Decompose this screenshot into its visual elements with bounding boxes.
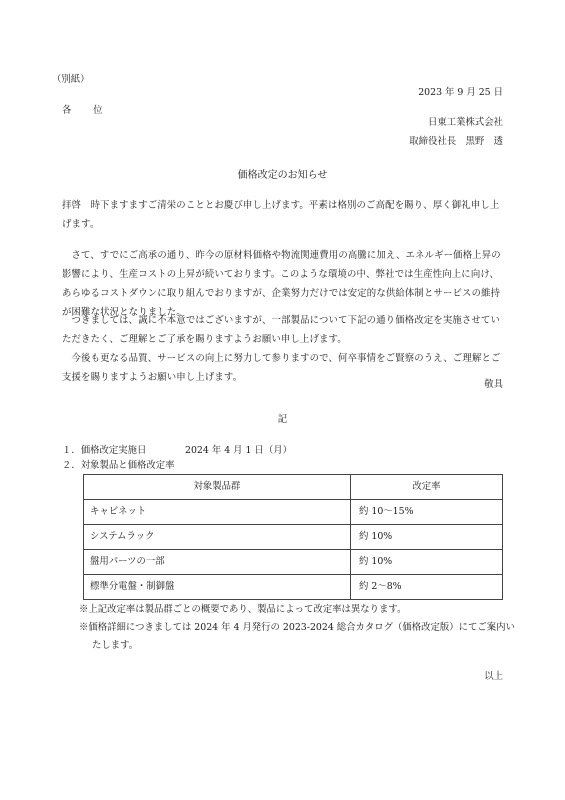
note-1: ※上記改定率は製品群ごとの概要であり、製品によって改定率は異なります。 — [79, 604, 407, 615]
table-row — [84, 525, 503, 550]
document-date: 2023 年 9 月 25 日 — [418, 87, 503, 98]
recipient-line: 各 位 — [62, 105, 104, 116]
note-2 — [79, 619, 515, 655]
table-cell-rate: 約 10% — [351, 525, 503, 550]
table-cell-product: キャビネット — [84, 500, 351, 525]
body-paragraph-2: つきましては、誠に不本意ではございますが、一部製品について下記の通り価格改定を実施させていただきたく、ご理解とご了承を賜りますようお願い申し上げます。 — [62, 315, 500, 345]
item-2-label: ２．対象製品と価格改定率 — [62, 460, 175, 471]
table-cell-product: 盤用パーツの一部 — [84, 550, 351, 575]
greeting-paragraph: 拝啓 時下ますますご清栄のこととお慶び申し上げます。平素は格別のご高配を賜り、厚く御礼申し上げます。 — [62, 200, 500, 230]
table-cell-rate: 約 10% — [351, 550, 503, 575]
table-header-row — [84, 475, 503, 500]
table-cell-rate: 約 10～15% — [351, 500, 503, 525]
table-cell-product: システムラック — [84, 525, 351, 550]
price-revision-table — [83, 474, 503, 600]
signer-name: 取締役社長 黒野 透 — [409, 136, 503, 147]
item-1-label: １．価格改定実施日 — [62, 445, 147, 456]
note-2-line-1: ※価格詳細につきましては 2024 年 4 月発行の 2023-2024 総合カタログ（価格改定版）にてご案内い — [79, 622, 515, 633]
body-paragraph-3: 今後も更なる品質、サービスの向上に努力して参りますので、何卒事情をご賢察のうえ、ご理解とご支援を賜りますようお願い申し上げます。 — [62, 353, 501, 383]
ki-heading: 記 — [277, 414, 288, 425]
table-row — [84, 550, 503, 575]
body-paragraph-1: さて、すでにご高承の通り、昨今の原材料価格や物流関連費用の高騰に加え、エネルギー価格上昇の影響により、生産コストの上昇が続いております。このような環境の中、弊社では生産性向上に向け、あらゆるコストダウンに取り組んでおりますが、企業努力だけでは安定的な供給体制とサービスの維持が困難な状況となりました。 — [62, 250, 501, 318]
item-1-value: 2024 年 4 月 1 日（月） — [185, 445, 292, 456]
table-cell-rate: 約 2～8% — [351, 575, 503, 600]
closing-word: 敬具 — [484, 379, 503, 390]
end-mark: 以上 — [484, 671, 503, 682]
table-cell-product: 標準分電盤・制御盤 — [84, 575, 351, 600]
table-row — [84, 575, 503, 600]
attachment-label: （別紙） — [52, 74, 90, 85]
table-row — [84, 500, 503, 525]
company-name: 日東工業株式会社 — [427, 117, 503, 128]
table-header-rate: 改定率 — [351, 475, 503, 500]
table-header-product-group: 対象製品群 — [84, 475, 351, 500]
document-title: 価格改定のお知らせ — [237, 170, 328, 181]
note-2-line-2: たします。 — [92, 640, 139, 651]
